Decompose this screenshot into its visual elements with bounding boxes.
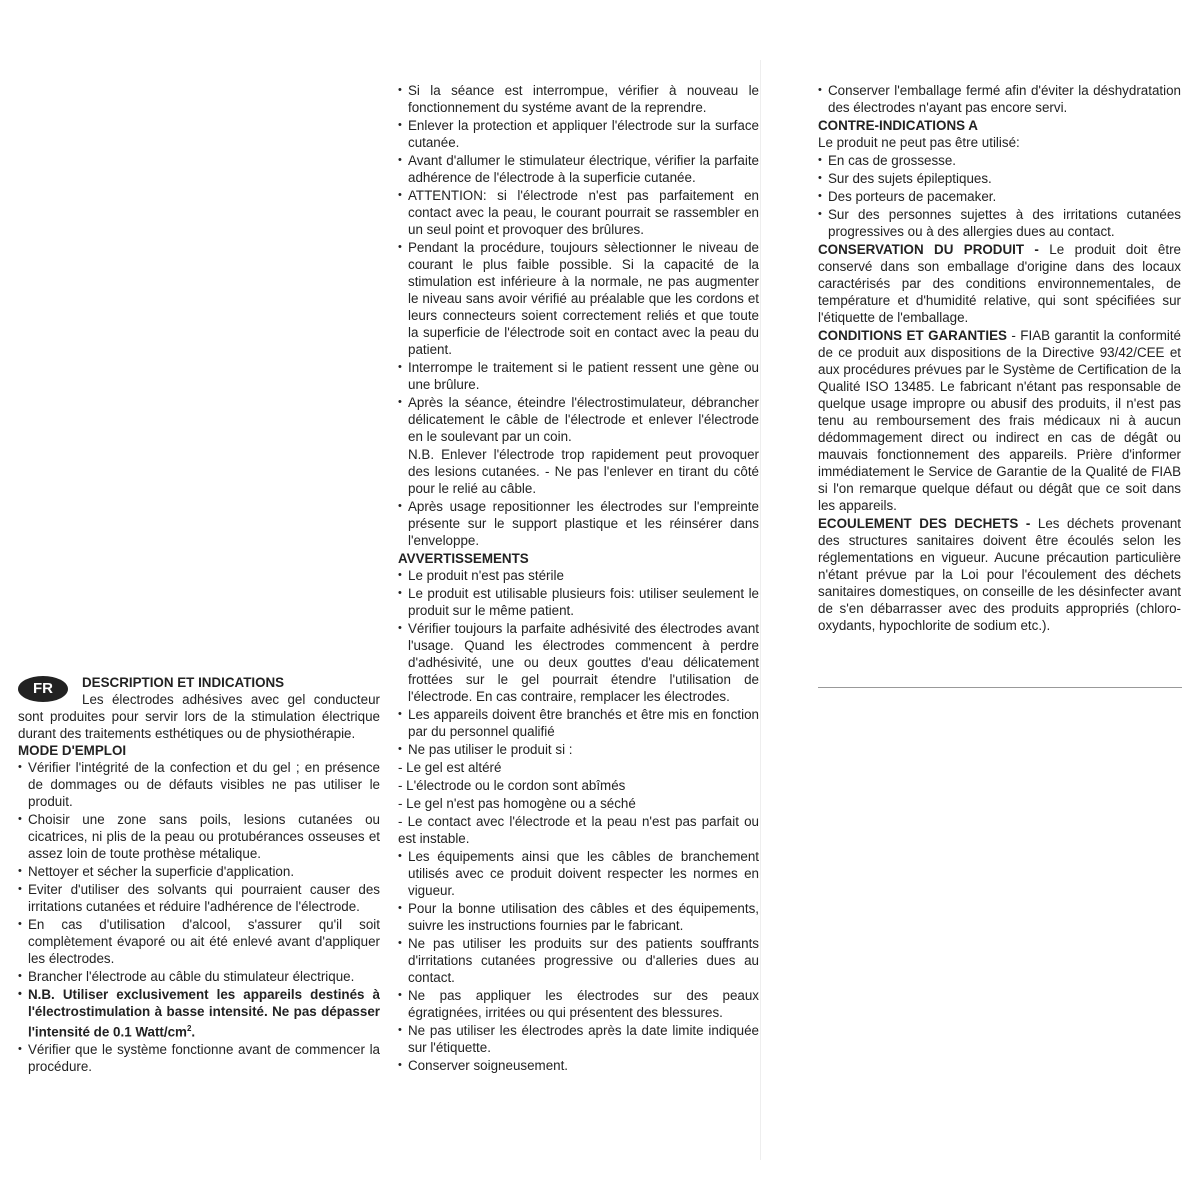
page-divider-line (760, 60, 761, 1160)
list-item: • En cas de grossesse. (818, 152, 1181, 169)
dash-item: - L'électrode ou le cordon sont abîmés (398, 778, 626, 793)
list-item: • Vérifier que le système fonctionne avant de commencer la procédure. (18, 1041, 380, 1075)
list-item: • Ne pas utiliser le produit si : (398, 741, 759, 758)
heading-conditions: CONDITIONS ET GARANTIES (818, 328, 1007, 343)
ecoulement-text: Les déchets provenant des structures sanitaires doivent être écoulés selon les réglementations en vigueur. Aucune précaution particulière n'étant prévue par la Loi pour l'écoulement des déchets sanitaires domestiques, on conseille de les désinfecter avant de s'en débarrasser avec des produits appropriés (chloro-oxydants, hypochlorite de sodium etc.). (818, 516, 1181, 633)
description-text: Les électrodes adhésives avec gel conducteur sont produites pour servir lors de la stimulation électrique durant des traitements esthétiques ou de physiothérapie. (18, 692, 380, 741)
end-rule (818, 687, 1182, 688)
nb-warning-end: . (191, 1024, 196, 1040)
list-item: • Les appareils doivent être branchés et être mis en fonction par du personnel qualifié (398, 706, 759, 740)
nb-note: N.B. Enlever l'électrode trop rapidement peut provoquer des lesions cutanées. - Ne pas l'enlever en tirant du côté pour le relié au câble. (408, 447, 759, 496)
conditions-section (818, 327, 1181, 514)
list-item: • ATTENTION: si l'électrode n'est pas parfaitement en contact avec la peau, le courant pourrait se rassembler en un seul point et provoquer des brûlures. (398, 187, 759, 238)
list-item: • Ne pas utiliser les produits sur des patients souffrants d'irritations cutanées progressive ou d'alleries dues au contact. (398, 935, 759, 986)
list-item: • Si la séance est interrompue, vérifier à nouveau le fonctionnement du systéme avant de la reprendre. (398, 82, 759, 116)
list-item: • Après la séance, éteindre l'électrostimulateur, débrancher délicatement le câble de l'électrode et enlever l'électrode en le soulevant par un coin. (398, 394, 759, 445)
heading-conservation: CONSERVATION DU PRODUIT - (818, 242, 1039, 257)
list-item: • Sur des personnes sujettes à des irritations cutanées progressives ou à des allergies dues au contact. (818, 206, 1181, 240)
heading-mode-emploi: MODE D'EMPLOI (18, 743, 127, 758)
list-item: • Nettoyer et sécher la superficie d'application. (18, 863, 380, 880)
list-item: • Sur des sujets épileptiques. (818, 170, 1181, 187)
list-item: • Interrompe le traitement si le patient ressent une gène ou une brûlure. (398, 359, 759, 393)
dash-item: - Le gel est altéré (398, 760, 502, 775)
list-item: • Eviter d'utiliser des solvants qui pourraient causer des irritations cutanées et réduire l'adhérence de l'électrode. (18, 881, 380, 915)
list-item: • Le produit est utilisable plusieurs fois: utiliser seulement le produit sur le même patient. (398, 585, 759, 619)
conservation-section (818, 241, 1181, 326)
heading-contre-indications: CONTRE-INDICATIONS A (818, 118, 978, 133)
list-item: • Ne pas appliquer les électrodes sur des peaux égratignées, irritées ou qui présentent des blessures. (398, 987, 759, 1021)
list-item: • Avant d'allumer le stimulateur électrique, vérifier la parfaite adhérence de l'électrode à la superficie cutanée. (398, 152, 759, 186)
nb-warning-text: N.B. Utiliser exclusivement les appareils destinés à l'électrostimulation à basse intensité. Ne pas dépasser l'intensité de 0.1 Watt/cm (28, 987, 380, 1040)
contre-intro: Le produit ne peut pas être utilisé: (818, 135, 1020, 150)
conservation-text: Le produit doit être conservé dans son emballage d'origine dans des locaux caractérisés par des conditions environnementales, de température et d'humidité relative, qui sont spécifiées sur l'étiquette de l'emballage. (818, 242, 1181, 325)
heading-avertissements: AVVERTISSEMENTS (398, 551, 529, 566)
list-item: • Conserver l'emballage fermé afin d'éviter la déshydratation des électrodes n'ayant pas encore servi. (818, 82, 1181, 116)
list-item: • Pendant la procédure, toujours sèlectionner le niveau de courant le plus faible possible. Si la capacité de la stimulation est inférieure à la normale, ne pas augmenter le niveau sans avoir vérifié au préalable que les cordons et leurs connecteurs soient correctement reliés et que toute la superficie de l'électrode soit en contact avec la peau du patient. (398, 239, 759, 358)
column-1 (18, 674, 380, 1076)
list-item: • Enlever la protection et appliquer l'électrode sur la surface cutanée. (398, 117, 759, 151)
list-item: • Pour la bonne utilisation des câbles et des équipements, suivre les instructions fournies par le fabricant. (398, 900, 759, 934)
heading-description: DESCRIPTION ET INDICATIONS (82, 675, 285, 690)
dash-item: - Le contact avec l'électrode et la peau n'est pas parfait ou est instable. (398, 814, 759, 846)
list-item: • Conserver soigneusement. (398, 1057, 759, 1074)
nb-warning (18, 986, 380, 1040)
heading-ecoulement: ECOULEMENT DES DECHETS - (818, 516, 1031, 531)
nb-warning-sup: 2 (186, 1024, 192, 1033)
list-item: • Après usage repositionner les électrodes sur l'empreinte présente sur le support plastique et les réinsérer dans l'enveloppe. (398, 498, 759, 549)
ecoulement-section (818, 515, 1181, 634)
list-item: • Les équipements ainsi que les câbles de branchement utilisés avec ce produit doivent respecter les normes en vigueur. (398, 848, 759, 899)
list-item: • Vérifier l'intégrité de la confection et du gel ; en présence de dommages ou de défauts visibles ne pas utiliser le produit. (18, 759, 380, 810)
list-item: • Brancher l'électrode au câble du stimulateur électrique. (18, 968, 380, 985)
list-item: • Des porteurs de pacemaker. (818, 188, 1181, 205)
column-3 (818, 82, 1181, 635)
list-item: • Choisir une zone sans poils, lesions cutanées ou cicatrices, ni plis de la peau ou protubérances osseuses et assez loin de toute prothèse métalique. (18, 811, 380, 862)
column-2 (398, 82, 759, 1075)
dash-item: - Le gel n'est pas homogène ou a séché (398, 796, 636, 811)
language-badge: FR (18, 676, 68, 702)
list-item: • Ne pas utiliser les électrodes après la date limite indiquée sur l'étiquette. (398, 1022, 759, 1056)
list-item: • Le produit n'est pas stérile (398, 567, 759, 584)
list-item: • Vérifier toujours la parfaite adhésivité des électrodes avant l'usage. Quand les électrodes commencent à perdre d'adhésivité, une ou deux gouttes d'eau délicatement frottées sur le gel pourrait étendre l'utilisation de l'électrode. En cas contraire, remplacer les électrodes. (398, 620, 759, 705)
list-item: • En cas d'utilisation d'alcool, s'assurer qu'il soit complètement évaporé ou ait été enlevé avant d'appliquer les électrodes. (18, 916, 380, 967)
conditions-text: - FIAB garantit la conformité de ce produit aux dispositions de la Directive 93/42/CEE et aux procédures prévues par le Système de Certification de la Qualité ISO 13485. Le fabricant n'étant pas responsable de quelque usage impropre ou abusif des produits, il n'est pas tenu au remboursement des frais médicaux ni à aucun dédommagement direct ou indirect en cas de dégât ou mauvais fonctionnement des appareils. Prière d'informer immédiatement le Service de Garantie de la Qualité de FIAB si l'on remarque quelque défaut ou dégât que ce soit dans les appareils. (818, 328, 1181, 513)
